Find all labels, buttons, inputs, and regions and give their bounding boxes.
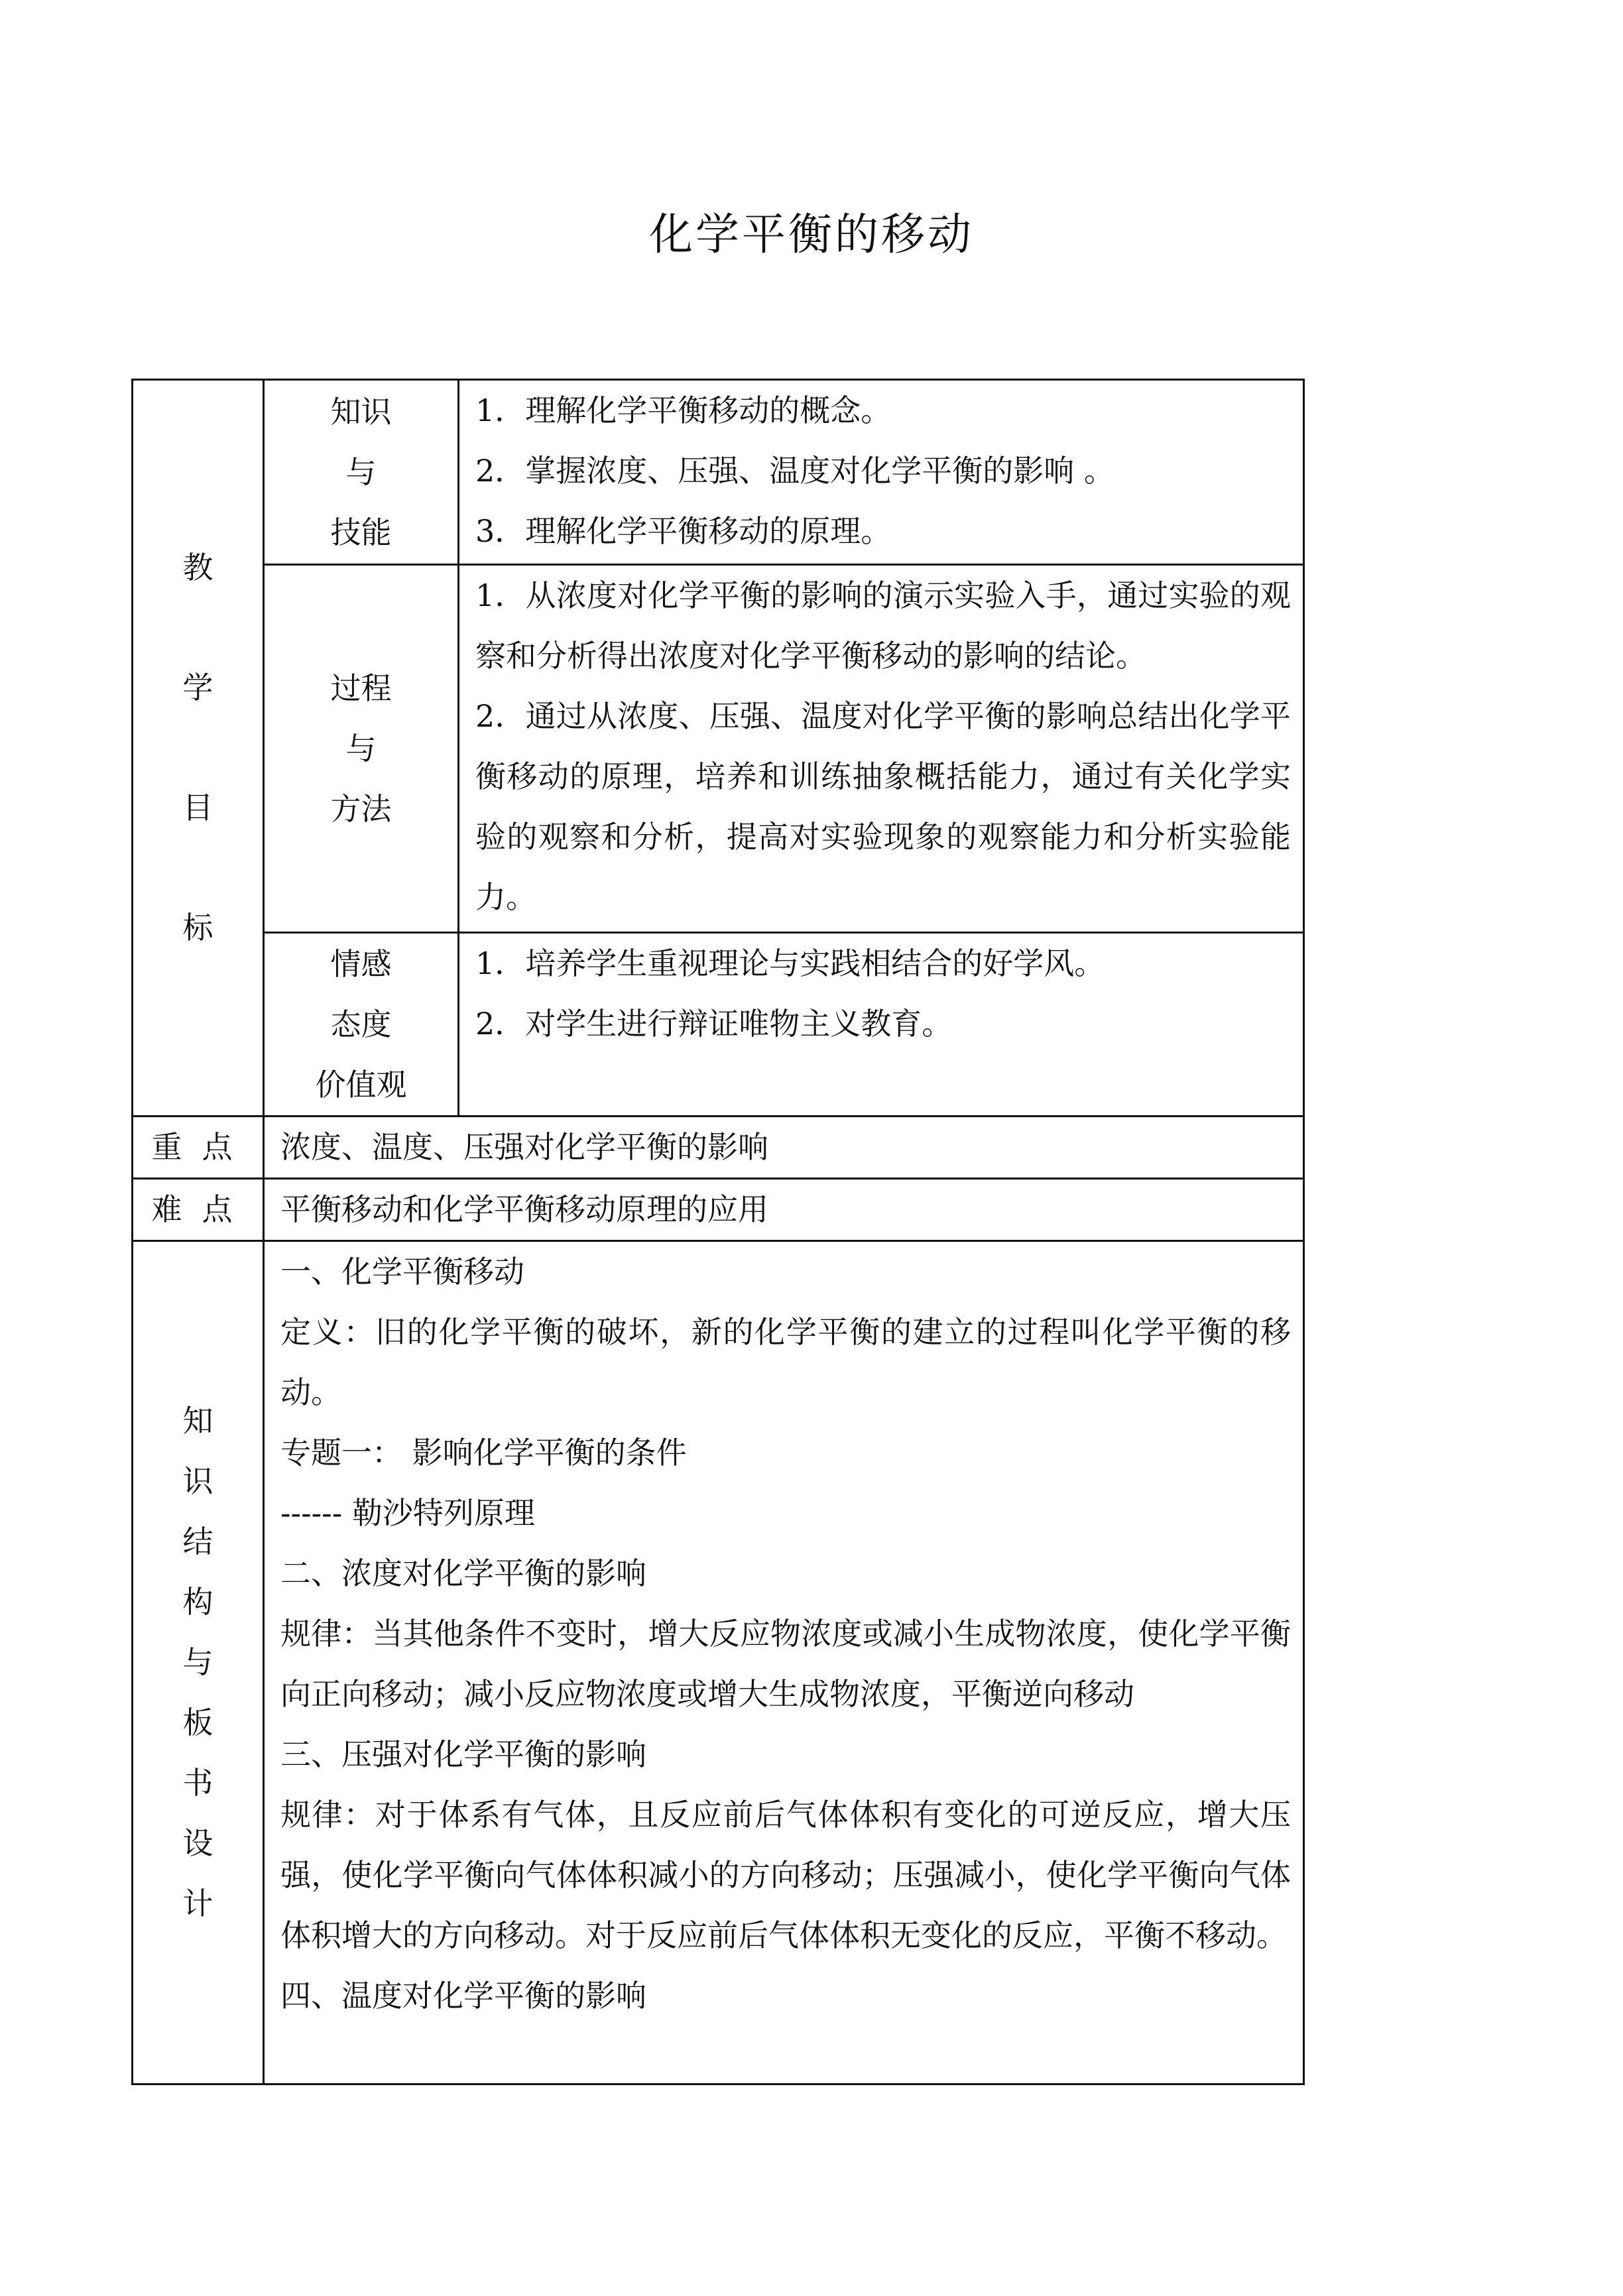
knowledge-item: 1．理解化学平衡移动的概念。 bbox=[475, 393, 892, 428]
board-line: 一、化学平衡移动 bbox=[280, 1254, 524, 1290]
knowledge-label-line: 与 bbox=[345, 453, 377, 490]
board-line: 专题一： 影响化学平衡的条件 bbox=[280, 1435, 687, 1471]
board-line: 二、浓度对化学平衡的影响 bbox=[280, 1555, 646, 1591]
difficult-point-text: 平衡移动和化学平衡移动原理的应用 bbox=[264, 1179, 1304, 1241]
board-design-label-char: 识 bbox=[182, 1463, 213, 1499]
board-line: 规律：当其他条件不变时，增大反应物浓度或减小生成物浓度，使化学平衡向正向移动；减小反应物浓度或增大生成物浓度，平衡逆向移动 bbox=[280, 1616, 1291, 1712]
objectives-label-char: 教 bbox=[182, 550, 213, 585]
key-point-label: 重点 bbox=[133, 1117, 264, 1179]
board-design-label-char: 知 bbox=[182, 1403, 213, 1439]
objectives-label bbox=[133, 380, 264, 1117]
key-point-row bbox=[133, 1117, 1304, 1179]
objective-knowledge-row bbox=[133, 380, 1304, 565]
board-design-label-char: 与 bbox=[182, 1644, 213, 1680]
page-title: 化学平衡的移动 bbox=[649, 209, 974, 260]
emotion-label-line: 情感 bbox=[330, 945, 392, 982]
knowledge-label-line: 知识 bbox=[330, 393, 392, 430]
knowledge-label-line: 技能 bbox=[330, 514, 392, 550]
process-label-line: 过程 bbox=[330, 670, 392, 706]
board-design-label-char: 板 bbox=[182, 1705, 213, 1740]
process-content bbox=[459, 565, 1304, 933]
board-line: 三、压强对化学平衡的影响 bbox=[280, 1736, 646, 1772]
emotion-content bbox=[459, 933, 1304, 1117]
board-design-label-char: 设 bbox=[182, 1825, 213, 1861]
process-label-line: 与 bbox=[345, 730, 377, 766]
board-design-content bbox=[264, 1241, 1304, 2085]
knowledge-content bbox=[459, 380, 1304, 565]
emotion-label-line: 价值观 bbox=[315, 1066, 407, 1103]
difficult-point-label: 难点 bbox=[133, 1179, 264, 1241]
knowledge-item: 3．理解化学平衡移动的原理。 bbox=[475, 513, 892, 549]
board-design-label bbox=[133, 1241, 264, 2085]
key-point-text: 浓度、温度、压强对化学平衡的影响 bbox=[264, 1117, 1304, 1179]
board-line: 定义：旧的化学平衡的破坏，新的化学平衡的建立的过程叫化学平衡的移动。 bbox=[280, 1314, 1291, 1410]
objectives-label-char: 标 bbox=[182, 910, 213, 945]
objectives-label-char: 学 bbox=[182, 670, 213, 705]
board-design-label-char: 结 bbox=[182, 1524, 213, 1559]
process-label bbox=[264, 565, 459, 933]
knowledge-item: 2．掌握浓度、压强、温度对化学平衡的影响 。 bbox=[475, 453, 1114, 489]
board-line: ------ 勒沙特列原理 bbox=[280, 1495, 535, 1531]
board-design-label-char: 计 bbox=[182, 1886, 213, 1921]
objectives-label-char: 目 bbox=[182, 790, 213, 825]
lesson-plan-table bbox=[131, 379, 1305, 2085]
board-line: 四、温度对化学平衡的影响 bbox=[280, 1978, 646, 2014]
emotion-label bbox=[264, 933, 459, 1117]
knowledge-label bbox=[264, 380, 459, 565]
emotion-item: 1．培养学生重视理论与实践相结合的好学风。 bbox=[475, 945, 1105, 981]
board-design-row bbox=[133, 1241, 1304, 2085]
board-design-label-char: 构 bbox=[182, 1584, 213, 1620]
process-item: 2．通过从浓度、压强、温度对化学平衡的影响总结出化学平衡移动的原理，培养和训练抽象概括能力，通过有关化学实验的观察和分析，提高对实验现象的观察能力和分析实验能力。 bbox=[475, 698, 1291, 915]
objective-process-row bbox=[133, 565, 1304, 933]
board-line: 规律：对于体系有气体，且反应前后气体体积有变化的可逆反应，增大压强，使化学平衡向气体体积减小的方向移动；压强减小，使化学平衡向气体体积增大的方向移动。对于反应前后气体体积无变化的反应，平衡不移动。 bbox=[280, 1797, 1291, 1953]
emotion-item: 2．对学生进行辩证唯物主义教育。 bbox=[475, 1006, 953, 1042]
process-label-line: 方法 bbox=[330, 790, 392, 827]
objective-emotion-row bbox=[133, 933, 1304, 1117]
difficult-point-row bbox=[133, 1179, 1304, 1241]
board-design-label-char: 书 bbox=[182, 1765, 213, 1801]
emotion-label-line: 态度 bbox=[330, 1006, 392, 1042]
process-item: 1．从浓度对化学平衡的影响的演示实验入手，通过实验的观察和分析得出浓度对化学平衡移动的影响的结论。 bbox=[475, 577, 1291, 674]
